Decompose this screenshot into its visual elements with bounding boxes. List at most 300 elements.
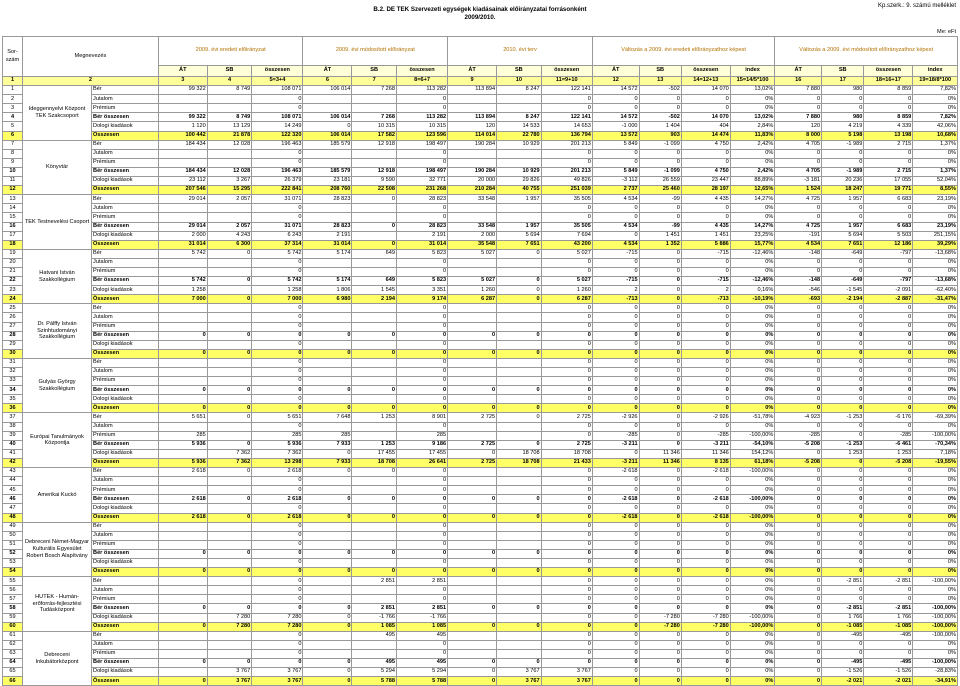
cell-value	[303, 477, 352, 486]
cell-value: 0	[864, 595, 913, 604]
cell-value: 4 705	[775, 140, 822, 149]
cell-value: 5 742	[158, 249, 207, 258]
row-label: Bér összesen	[92, 659, 159, 668]
cell-value: -100,00%	[913, 622, 958, 631]
column-number: 2	[23, 77, 159, 86]
cell-value	[497, 377, 542, 386]
cell-value: 0	[639, 413, 681, 422]
cell-value: 4 534	[592, 195, 639, 204]
cell-value: 0%	[913, 404, 958, 413]
cell-value: 23 112	[158, 177, 207, 186]
cell-value: 0%	[913, 586, 958, 595]
cell-value: 210 284	[448, 186, 497, 195]
cell-value: 0	[639, 331, 681, 340]
row-label: Prémium	[92, 267, 159, 276]
column-number: 13	[639, 77, 681, 86]
row-label: Prémium	[92, 322, 159, 331]
cell-value: -100,00%	[913, 577, 958, 586]
cell-value: 0	[252, 549, 303, 558]
table-row	[3, 158, 958, 167]
cell-value: 0%	[913, 558, 958, 567]
cell-value	[448, 504, 497, 513]
cell-value: -100,00%	[913, 431, 958, 440]
cell-value: 0	[252, 522, 303, 531]
cell-value: 0	[775, 531, 822, 540]
cell-value: 0	[681, 331, 730, 340]
cell-value: 12 028	[207, 167, 252, 176]
cell-value: -1 545	[822, 286, 864, 295]
cell-value	[207, 531, 252, 540]
cell-value: 0	[541, 586, 592, 595]
cell-value: 2 000	[448, 231, 497, 240]
cell-value	[352, 104, 397, 113]
cell-value: 0	[252, 568, 303, 577]
cell-value: -28,83%	[913, 668, 958, 677]
cell-value: 0	[252, 340, 303, 349]
cell-value	[303, 486, 352, 495]
cell-value: -713	[681, 295, 730, 304]
cell-value: 0	[252, 95, 303, 104]
cell-value: 0	[864, 204, 913, 213]
cell-value: 0	[158, 386, 207, 395]
cell-value	[352, 304, 397, 313]
cell-value	[448, 649, 497, 658]
table-row	[3, 659, 958, 668]
cell-value: -5 208	[775, 458, 822, 467]
cell-value: 14,27%	[730, 195, 775, 204]
row-number: 32	[3, 368, 23, 377]
cell-value: 10 929	[497, 167, 542, 176]
cell-value: 0	[252, 659, 303, 668]
header-row-groups	[3, 37, 958, 66]
cell-value: 1,37%	[913, 140, 958, 149]
cell-value: 0%	[913, 495, 958, 504]
col-megnevezes: Megnevezés	[23, 37, 159, 77]
cell-value	[303, 322, 352, 331]
cell-value	[352, 395, 397, 404]
cell-value: 404	[681, 122, 730, 131]
cell-value	[303, 340, 352, 349]
cell-value: 0	[822, 158, 864, 167]
cell-value: -2 618	[592, 468, 639, 477]
cell-value: 0	[864, 358, 913, 367]
cell-value: -2 618	[681, 468, 730, 477]
cell-value: 0	[541, 540, 592, 549]
cell-value: 0	[541, 304, 592, 313]
cell-value: -100,00%	[913, 613, 958, 622]
row-label: Jutalom	[92, 258, 159, 267]
cell-value: 1 766	[864, 613, 913, 622]
cell-value: 0	[681, 477, 730, 486]
cell-value	[448, 158, 497, 167]
cell-value	[448, 204, 497, 213]
cell-value: -54,10%	[730, 440, 775, 449]
row-label: Prémium	[92, 595, 159, 604]
cell-value: 0	[864, 549, 913, 558]
cell-value: 35 505	[541, 222, 592, 231]
cell-value: 14 474	[681, 131, 730, 140]
cell-value: 6 980	[303, 295, 352, 304]
cell-value	[352, 368, 397, 377]
cell-value: 14 572	[592, 86, 639, 95]
cell-value: 0	[448, 513, 497, 522]
cell-value: 0	[864, 377, 913, 386]
cell-value: 0	[396, 377, 447, 386]
cell-value	[448, 486, 497, 495]
cell-value	[352, 431, 397, 440]
cell-value: 0%	[730, 104, 775, 113]
cell-value	[158, 668, 207, 677]
row-number: 13	[3, 195, 23, 204]
cell-value	[352, 649, 397, 658]
cell-value: 0	[775, 149, 822, 158]
row-number: 18	[3, 240, 23, 249]
cell-value	[303, 522, 352, 531]
cell-value: 28 823	[396, 222, 447, 231]
cell-value: 0	[541, 395, 592, 404]
cell-value: 0	[639, 577, 681, 586]
cell-value	[207, 377, 252, 386]
cell-value: 18 708	[541, 449, 592, 458]
table-row	[3, 404, 958, 413]
cell-value	[158, 522, 207, 531]
cell-value: 0	[864, 349, 913, 358]
row-label: Bér összesen	[92, 549, 159, 558]
row-number: 14	[3, 204, 23, 213]
cell-value: 3 767	[497, 668, 542, 677]
cell-value: 20 000	[448, 177, 497, 186]
row-number: 33	[3, 377, 23, 386]
cell-value: 122 141	[541, 86, 592, 95]
cell-value	[207, 340, 252, 349]
cell-value: 0	[497, 513, 542, 522]
cell-value: 0	[775, 477, 822, 486]
cell-value: 42,06%	[913, 122, 958, 131]
cell-value: 0	[822, 368, 864, 377]
cell-value: -1 766	[352, 613, 397, 622]
cell-value: 31 071	[252, 222, 303, 231]
cell-value	[207, 640, 252, 649]
column-number: 6	[303, 77, 352, 86]
cell-value: 0	[864, 313, 913, 322]
cell-value: 0	[592, 604, 639, 613]
cell-value: 0	[252, 422, 303, 431]
cell-value: 0%	[730, 377, 775, 386]
cell-value: 19 771	[864, 186, 913, 195]
cell-value: 0	[352, 240, 397, 249]
column-number: 11=9+10	[541, 77, 592, 86]
cell-value: 495	[352, 631, 397, 640]
row-number: 1	[3, 86, 23, 95]
cell-value: 0	[541, 531, 592, 540]
cell-value: 0%	[913, 158, 958, 167]
cell-value: 0	[864, 322, 913, 331]
cell-value: 0	[252, 631, 303, 640]
cell-value: 14 070	[681, 86, 730, 95]
cell-value: 0	[639, 586, 681, 595]
cell-value	[207, 313, 252, 322]
cell-value	[303, 95, 352, 104]
cell-value: 0	[592, 649, 639, 658]
cell-value	[207, 540, 252, 549]
cell-value: 0	[639, 358, 681, 367]
cell-value: 2 725	[448, 413, 497, 422]
cell-value: 0	[207, 495, 252, 504]
cell-value: 0	[448, 386, 497, 395]
row-label: Dologi kiadások	[92, 613, 159, 622]
cell-value: 0	[592, 149, 639, 158]
cell-value: 0	[448, 349, 497, 358]
cell-value: 0	[541, 422, 592, 431]
cell-value: 5 294	[352, 668, 397, 677]
cell-value: 0	[541, 104, 592, 113]
row-number: 21	[3, 267, 23, 276]
cell-value: 0	[592, 631, 639, 640]
cell-value: 5 694	[822, 231, 864, 240]
cell-value: 0	[207, 568, 252, 577]
cell-value: 18 247	[822, 186, 864, 195]
cell-value: 0%	[730, 595, 775, 604]
cell-value: 114 014	[448, 131, 497, 140]
cell-value: -546	[775, 286, 822, 295]
cell-value	[207, 558, 252, 567]
cell-value: -5 208	[864, 458, 913, 467]
cell-value	[448, 322, 497, 331]
cell-value: 3 767	[207, 677, 252, 686]
cell-value: -495	[822, 631, 864, 640]
cell-value: 0	[252, 158, 303, 167]
cell-value	[303, 149, 352, 158]
unit-name: Debreceni Inkubátorközpont	[23, 631, 92, 686]
cell-value: 4 219	[822, 122, 864, 131]
cell-value: 0	[448, 449, 497, 458]
cell-value: 0	[303, 549, 352, 558]
cell-value: 7,18%	[913, 449, 958, 458]
cell-value: 0	[158, 568, 207, 577]
cell-value: 0	[681, 104, 730, 113]
cell-value: 2,84%	[730, 122, 775, 131]
table-row	[3, 649, 958, 658]
cell-value: 0	[592, 322, 639, 331]
cell-value: 0	[639, 377, 681, 386]
cell-value: 8 901	[396, 413, 447, 422]
cell-value: 0	[864, 104, 913, 113]
cell-value: -715	[681, 249, 730, 258]
cell-value	[497, 313, 542, 322]
cell-value: 0%	[730, 649, 775, 658]
cell-value: 0	[541, 95, 592, 104]
row-label: Összesen	[92, 295, 159, 304]
cell-value	[352, 322, 397, 331]
cell-value: 0	[252, 577, 303, 586]
cell-value: 0	[681, 258, 730, 267]
cell-value: 0	[681, 213, 730, 222]
cell-value: 122 141	[541, 113, 592, 122]
cell-value	[448, 631, 497, 640]
row-label: Prémium	[92, 158, 159, 167]
table-row	[3, 549, 958, 558]
cell-value: 0	[541, 331, 592, 340]
cell-value: 0	[252, 358, 303, 367]
subcolumn-header: index	[730, 66, 775, 77]
cell-value: 106 014	[303, 113, 352, 122]
cell-value: 7 651	[822, 240, 864, 249]
cell-value: 0%	[730, 358, 775, 367]
unit-name: HUTEK - Humán-erőforrás-fejlesztési Tudásközpont	[23, 577, 92, 632]
cell-value	[158, 322, 207, 331]
cell-value: -100,00%	[730, 468, 775, 477]
cell-value	[207, 158, 252, 167]
cell-value: 0	[775, 522, 822, 531]
cell-value	[448, 613, 497, 622]
cell-value: 0	[541, 640, 592, 649]
cell-value	[303, 377, 352, 386]
cell-value: 5 936	[158, 458, 207, 467]
cell-value: 1 957	[497, 195, 542, 204]
cell-value: -649	[822, 249, 864, 258]
subcolumn-header: összesen	[681, 66, 730, 77]
cell-value: 0	[592, 231, 639, 240]
cell-value: 0%	[913, 386, 958, 395]
cell-value	[207, 522, 252, 531]
table-row	[3, 477, 958, 486]
table-row	[3, 458, 958, 467]
cell-value: 0	[158, 677, 207, 686]
cell-value: 0	[592, 622, 639, 631]
cell-value: 0	[303, 495, 352, 504]
cell-value: -62,40%	[913, 286, 958, 295]
cell-value: 0	[822, 495, 864, 504]
cell-value: 0%	[730, 540, 775, 549]
cell-value: 980	[822, 113, 864, 122]
cell-value	[158, 504, 207, 513]
cell-value: -7 280	[681, 622, 730, 631]
table-row	[3, 186, 958, 195]
cell-value	[352, 213, 397, 222]
cell-value: -1 989	[822, 167, 864, 176]
cell-value: 0	[822, 304, 864, 313]
cell-value: 0	[396, 368, 447, 377]
cell-value: 6 287	[448, 295, 497, 304]
cell-value: 0	[822, 213, 864, 222]
cell-value: 11 346	[681, 449, 730, 458]
cell-value: 0%	[730, 213, 775, 222]
cell-value: 20 236	[822, 177, 864, 186]
cell-value	[448, 395, 497, 404]
cell-value: -19,55%	[913, 458, 958, 467]
cell-value	[158, 377, 207, 386]
cell-value: 1 085	[396, 622, 447, 631]
cell-value: 6 243	[252, 231, 303, 240]
cell-value: 11 346	[639, 449, 681, 458]
row-number: 44	[3, 477, 23, 486]
row-label: Bér összesen	[92, 495, 159, 504]
cell-value: 12 918	[352, 140, 397, 149]
row-label: Dologi kiadások	[92, 504, 159, 513]
cell-value: 0	[396, 322, 447, 331]
cell-value: 0	[639, 631, 681, 640]
row-label: Jutalom	[92, 149, 159, 158]
cell-value: 0	[592, 258, 639, 267]
cell-value: -100,00%	[730, 513, 775, 522]
cell-value: 4 534	[592, 222, 639, 231]
cell-value: 2,42%	[730, 140, 775, 149]
cell-value: 0	[592, 640, 639, 649]
cell-value: 0	[822, 531, 864, 540]
cell-value	[207, 95, 252, 104]
cell-value: 3 767	[497, 677, 542, 686]
cell-value	[448, 104, 497, 113]
cell-value: 0%	[913, 468, 958, 477]
cell-value: -1 766	[396, 613, 447, 622]
cell-value: 12 918	[352, 167, 397, 176]
cell-value	[303, 267, 352, 276]
cell-value	[497, 468, 542, 477]
cell-value: 0	[864, 531, 913, 540]
unit-name: Ideggennyelvi Központ TEK Szakcsoport	[23, 86, 92, 141]
row-number: 51	[3, 540, 23, 549]
cell-value: 7 280	[207, 613, 252, 622]
cell-value: 0	[639, 277, 681, 286]
cell-value	[497, 204, 542, 213]
table-row	[3, 449, 958, 458]
cell-value: -1 099	[639, 140, 681, 149]
cell-value: 1 120	[158, 122, 207, 131]
cell-value: 0	[303, 122, 352, 131]
cell-value: 0	[775, 358, 822, 367]
cell-value: -495	[822, 659, 864, 668]
cell-value: 0%	[730, 477, 775, 486]
cell-value: 0	[639, 104, 681, 113]
cell-value	[158, 577, 207, 586]
table-row	[3, 222, 958, 231]
cell-value: 0	[303, 349, 352, 358]
cell-value: -100,00%	[730, 495, 775, 504]
cell-value: 0%	[730, 313, 775, 322]
cell-value	[158, 204, 207, 213]
row-number: 7	[3, 140, 23, 149]
cell-value: 0	[448, 331, 497, 340]
cell-value: 0%	[913, 95, 958, 104]
cell-value: 7 694	[541, 231, 592, 240]
table-row	[3, 413, 958, 422]
cell-value: 43 200	[541, 240, 592, 249]
cell-value: 0	[448, 659, 497, 668]
cell-value: 14 572	[592, 113, 639, 122]
cell-value: 0	[592, 522, 639, 531]
cell-value: 0	[681, 595, 730, 604]
cell-value: 0	[639, 549, 681, 558]
cell-value: -715	[592, 277, 639, 286]
cell-value: 4 725	[775, 222, 822, 231]
cell-value: 0	[639, 368, 681, 377]
cell-value: 0	[639, 595, 681, 604]
cell-value: 6 683	[864, 222, 913, 231]
cell-value: 0%	[730, 668, 775, 677]
cell-value: 0	[864, 404, 913, 413]
cell-value: 0	[639, 322, 681, 331]
cell-value: 1 957	[822, 222, 864, 231]
cell-value: 7 268	[352, 86, 397, 95]
cell-value: 17 582	[352, 131, 397, 140]
cell-value: 0	[822, 340, 864, 349]
cell-value: 0	[639, 640, 681, 649]
cell-value: 185 579	[303, 140, 352, 149]
cell-value: -713	[592, 295, 639, 304]
row-number: 4	[3, 113, 23, 122]
cell-value: -191	[775, 231, 822, 240]
row-label: Prémium	[92, 540, 159, 549]
